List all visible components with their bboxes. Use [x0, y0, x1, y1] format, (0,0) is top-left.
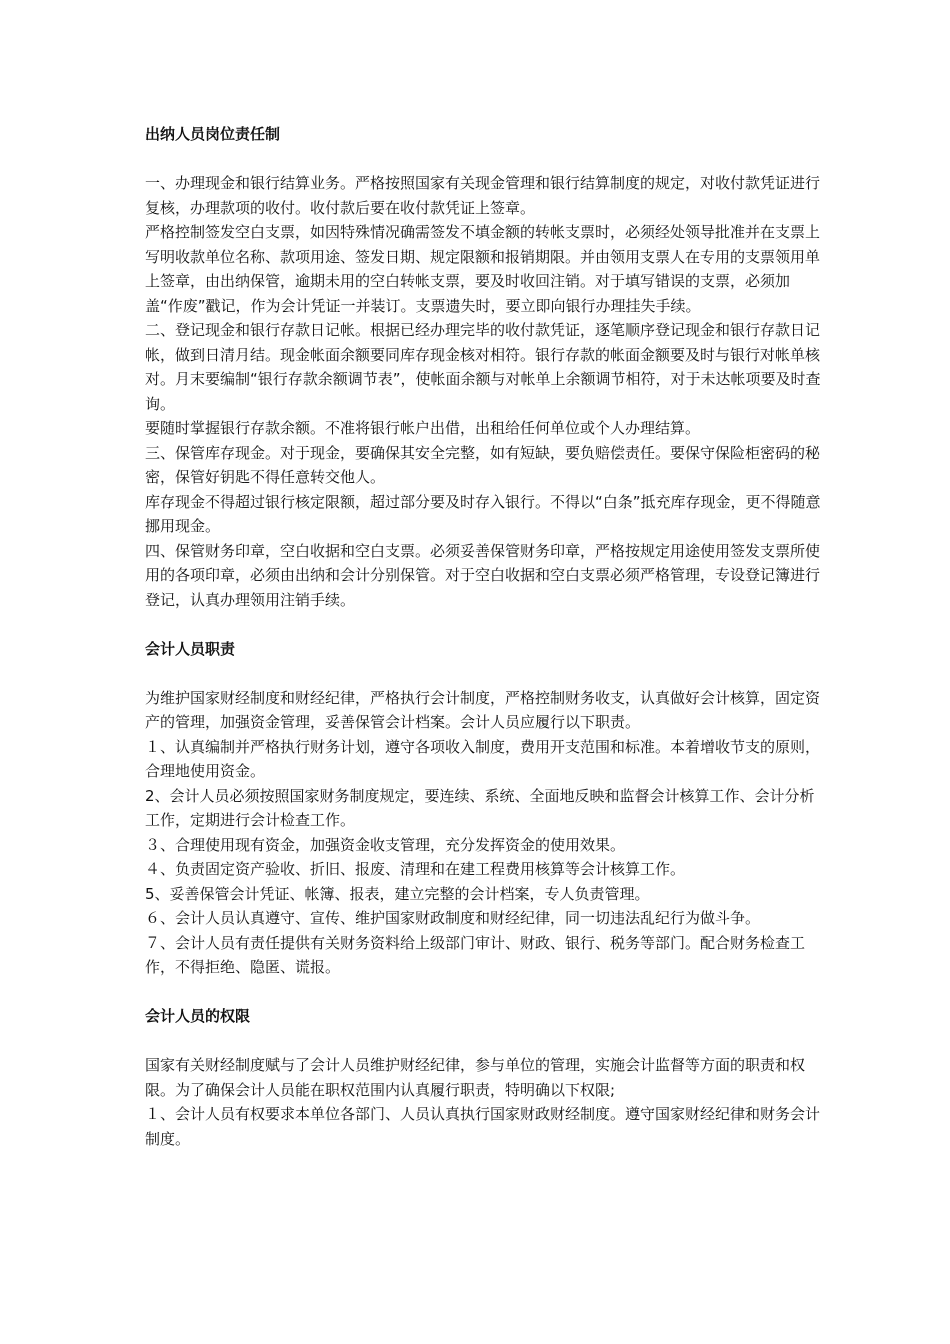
- paragraph: ３、合理使用现有资金，加强资金收支管理，充分发挥资金的使用效果。: [145, 835, 626, 854]
- section-cashier: [145, 122, 825, 612]
- paragraph: ６、会计人员认真遵守、宣传、维护国家财政制度和财经纪律，同一切违法乱纪行为做斗争。: [145, 909, 761, 927]
- section-heading: 出纳人员岗位责任制: [145, 125, 281, 143]
- paragraph: ７、会计人员有责任提供有关财务资料给上级部门审计、财政、银行、税务等部门。配合财务检查工作，不得拒绝、隐匿、谎报。: [145, 933, 806, 976]
- section-heading: 会计人员的权限: [145, 1007, 251, 1025]
- paragraph: 库存现金不得超过银行核定限额，超过部分要及时存入银行。不得以“白条”抵充库存现金，更不得随意挪用现金。: [145, 492, 821, 535]
- paragraph: 5、妥善保管会计凭证、帐簿、报表，建立完整的会计档案，专人负责管理。: [145, 884, 650, 903]
- spacer: [145, 661, 825, 686]
- paragraph: １、会计人员有权要求本单位各部门、人员认真执行国家财政财经制度。遵守国家财经纪律和财务会计制度。: [145, 1105, 821, 1148]
- paragraph: 2、会计人员必须按照国家财务制度规定，要连续、系统、全面地反映和监督会计核算工作、会计分析工作，定期进行会计检查工作。: [145, 786, 815, 829]
- section-accountant-authority: [145, 1004, 825, 1151]
- section-heading: 会计人员职责: [145, 639, 236, 658]
- paragraph: １、认真编制并严格执行财务计划，遵守各项收入制度，费用开支范围和标准。本着增收节支的原则，合理地使用资金。: [145, 737, 821, 780]
- paragraph: 为维护国家财经制度和财经纪律，严格执行会计制度，严格控制财务收支，认真做好会计核算，固定资产的管理，加强资金管理，妥善保管会计档案。会计人员应履行以下职责。: [145, 688, 821, 731]
- spacer: [145, 1029, 825, 1054]
- section-accountant-duties: [145, 637, 825, 980]
- paragraph: 要随时掌握银行存款余额。不准将银行帐户出借，出租给任何单位或个人办理结算。: [145, 419, 701, 437]
- paragraph: 四、保管财务印章，空白收据和空白支票。必须妥善保管财务印章，严格按规定用途使用签发支票所使用的各项印章，必须由出纳和会计分别保管。对于空白收据和空白支票必须严格管理，专设登记簿进行登记，认真办理领用注销手续。: [145, 541, 821, 609]
- spacer: [145, 612, 825, 637]
- paragraph: 国家有关财经制度赋与了会计人员维护财经纪律，参与单位的管理，实施会计监督等方面的职责和权限。为了确保会计人员能在职权范围内认真履行职责，特明确以下权限;: [145, 1056, 806, 1099]
- spacer: [145, 147, 825, 172]
- paragraph: 一、办理现金和银行结算业务。严格按照国家有关现金管理和银行结算制度的规定，对收付款凭证进行复核，办理款项的收付。收付款后要在收付款凭证上签章。: [145, 174, 821, 217]
- document-page: [145, 122, 825, 1151]
- spacer: [145, 980, 825, 1005]
- paragraph: 三、保管库存现金。对于现金，要确保其安全完整，如有短缺，要负赔偿责任。要保守保险柜密码的秘密，保管好钥匙不得任意转交他人。: [145, 443, 821, 486]
- paragraph: 严格控制签发空白支票，如因特殊情况确需签发不填金额的转帐支票时，必须经处领导批准并在支票上写明收款单位名称、款项用途、签发日期、规定限额和报销期限。并由领用支票人在专用的支票领用单上签章，由出纳保管，逾期未用的空白转帐支票，要及时收回注销。对于填写错误的支票，必须加盖“作废”戳记，作为会计凭证一并装订。支票遗失时，要立即向银行办理挂失手续。: [145, 223, 821, 315]
- paragraph: ４、负责固定资产验收、折旧、报废、清理和在建工程费用核算等会计核算工作。: [145, 860, 686, 878]
- paragraph: 二、登记现金和银行存款日记帐。根据已经办理完毕的收付款凭证，逐笔顺序登记现金和银行存款日记帐，做到日清月结。现金帐面余额要同库存现金核对相符。银行存款的帐面金额要及时与银行对帐单核对。月末要编制“银行存款余额调节表”，使帐面余额与对帐单上余额调节相符，对于未达帐项要及时查询。: [145, 321, 821, 413]
